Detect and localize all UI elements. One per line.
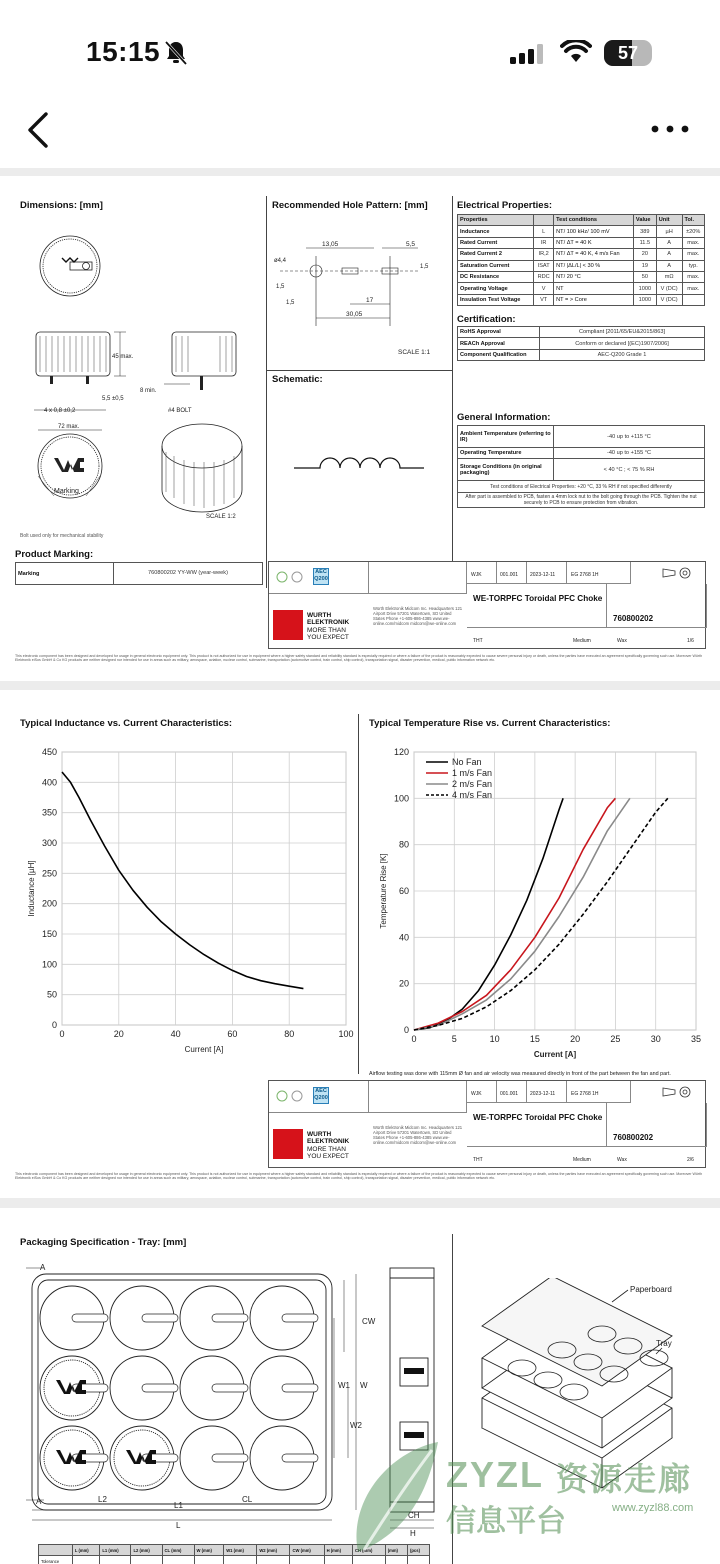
hole-pattern-drawing <box>270 216 450 366</box>
table-header: Tol. <box>682 215 705 226</box>
x-tick-label: 10 <box>489 1034 500 1044</box>
table-cell: Conform or declared [(EC)1907/2006] <box>540 338 705 349</box>
dim-pitch-label: 5,5 ±0,5 <box>102 396 124 402</box>
table-header: Test conditions <box>554 215 634 226</box>
table-cell: 20 <box>633 249 656 260</box>
table-cell: Rated Current 2 <box>458 249 534 260</box>
company-line2: ELEKTRONIK <box>307 619 350 626</box>
table-header: (mm) <box>385 1545 407 1556</box>
order-code: 760800202 <box>613 614 654 623</box>
y-tick-label: 100 <box>393 793 409 804</box>
company-address: Würth Elektronik Midcom Inc. Headquarters 121 Airport Drive 57201 Watertown, SD United States Phone +1-605-886-4385 www.we-online.com/midcom midcom@we-online.com <box>373 606 463 626</box>
divider <box>452 196 453 588</box>
blank-cell <box>369 562 467 594</box>
electrical-properties-table <box>457 214 705 306</box>
table-cell: Compliant [2011/65/EU&2015/863] <box>540 327 705 338</box>
table-cell: max. <box>682 237 705 248</box>
table-row <box>458 448 705 459</box>
y-tick-label: 350 <box>41 807 57 818</box>
status-bar <box>0 0 720 100</box>
table-cell: 11.5 <box>633 237 656 248</box>
hole-dim-h: 30,05 <box>346 311 363 318</box>
table-cell: typ. <box>682 260 705 271</box>
y-tick-label: 200 <box>41 898 57 909</box>
size-value: EG 2768 1H <box>571 572 599 578</box>
rohs-icons <box>275 1089 305 1105</box>
datasheet-page-2 <box>0 690 720 1198</box>
temperature-chart-title: Typical Temperature Rise vs. Current Characteristics: <box>369 718 611 729</box>
table-cell: NT/ ΔT = 40 K <box>554 237 634 248</box>
x-tick-label: 35 <box>690 1034 702 1044</box>
bolt-note: Bolt used only for mechanical stability <box>20 533 104 539</box>
slogan-line1: MORE THAN <box>307 627 346 634</box>
we-logo-icon <box>273 1129 303 1159</box>
slogan <box>307 627 349 641</box>
table-cell: NT = > Core <box>554 294 634 305</box>
x-tick-label: 100 <box>338 1029 354 1039</box>
company-address: Würth Elektronik Midcom Inc. Headquarters 121 Airport Drive 57201 Watertown, SD United States Phone +1-605-886-4385 www.we-online.com/midcom midcom@we-online.com <box>373 1125 463 1145</box>
battery-icon <box>604 40 652 66</box>
table-cell: A <box>656 237 682 248</box>
table-cell: Operating Temperature <box>458 448 554 459</box>
table-cell: max. <box>682 283 705 294</box>
x-axis-label: Current [A] <box>533 1050 577 1059</box>
dim-ch: CH <box>408 1511 420 1520</box>
x-tick-label: 80 <box>284 1029 295 1039</box>
plot-area <box>62 752 346 1025</box>
table-row <box>458 426 705 448</box>
x-tick-label: 30 <box>650 1034 661 1044</box>
table-header: CL (mm) <box>162 1545 194 1556</box>
y-tick-label: 150 <box>41 929 57 939</box>
watermark-text-1: ZYZL <box>446 1454 544 1495</box>
company-line2: ELEKTRONIK <box>307 1138 350 1145</box>
table-header: (pcs) <box>407 1545 429 1556</box>
table-header: CW (mm) <box>290 1545 324 1556</box>
company-line1: WURTH <box>307 612 332 619</box>
table-cell: Tolerance <box>39 1556 73 1564</box>
table-cell: V (DC) <box>656 283 682 294</box>
date-value: 2023-12-11 <box>530 572 556 578</box>
table-cell: 389 <box>633 226 656 237</box>
table-header: L (mm) <box>72 1545 100 1556</box>
marking-text: Marking <box>54 488 79 495</box>
hole-dim-b: 5,5 <box>406 241 416 248</box>
x-tick-label: 0 <box>411 1034 417 1044</box>
table-cell: -40 up to +115 °C <box>554 426 705 448</box>
y-tick-label: 60 <box>398 886 409 896</box>
table-row <box>16 563 263 585</box>
table-header: Properties <box>458 215 534 226</box>
table-cell: Marking <box>16 563 114 585</box>
dim-w1: W1 <box>338 1381 350 1390</box>
table-cell: max. <box>682 271 705 282</box>
rev-value: 001.001 <box>500 572 519 578</box>
blank-cell <box>369 1081 467 1113</box>
table-row <box>458 226 705 237</box>
product-marking-table <box>15 562 263 585</box>
table-cell: RoHS Approval <box>458 327 540 338</box>
sheet-type: THT <box>473 638 483 644</box>
table-cell: NT/ |ΔL/L| < 30 % <box>554 260 634 271</box>
dim-l: L <box>176 1521 181 1530</box>
table-row <box>458 481 705 492</box>
general-information-title: General Information: <box>457 412 551 423</box>
inductance-chart-title: Typical Inductance vs. Current Characteristics: <box>20 718 233 729</box>
table-cell: 19 <box>633 260 656 271</box>
table-cell: NT <box>554 283 634 294</box>
table-cell: ±20% <box>682 226 705 237</box>
table-header: H (mm) <box>324 1545 352 1556</box>
company-name <box>307 1131 349 1145</box>
table-cell: IR <box>534 237 554 248</box>
company-line1: WURTH <box>307 1131 332 1138</box>
table-cell: Ambient Temperature (referring to IR) <box>458 426 554 448</box>
checked-value: WJK <box>471 1091 482 1097</box>
temperature-rise-chart <box>360 734 716 1064</box>
battery-percent: 57 <box>617 43 639 63</box>
dim-pin-length-label: 8 min. <box>140 388 157 394</box>
table-cell: max. <box>682 249 705 260</box>
divider <box>358 714 359 1074</box>
electrical-properties-title: Electrical Properties: <box>457 200 553 211</box>
table-cell: Insulation Test Voltage <box>458 294 534 305</box>
dim-pins-label: 4 x 0,8 ±0,2 <box>44 408 76 414</box>
watermark-url: www.zyzl88.com <box>612 1502 694 1514</box>
table-cell: mΩ <box>656 271 682 282</box>
schematic-title: Schematic: <box>272 374 323 385</box>
y-axis-label: Inductance [µH] <box>27 860 36 917</box>
slogan-line2: YOU EXPECT <box>307 1153 349 1160</box>
x-tick-label: 20 <box>113 1029 124 1039</box>
disclaimer-footer: This electronic component has been designed and developed for usage in general electronic equipment only. This product is not authorized for use in equipment where a higher safety standard and reliability standard is especially required or where a failure of the product is reasonably expected to cause severe personal injury or death, unless the parties have executed an agreement specifically governing such use. Moreover Würth Elektronik eiSos GmbH & Co KG products are neither designed nor intended for use in areas such as military, aerospace, aviation, nuclear control, submarine, transportation (automotive control, train control, ship control), transportation signal, disaster prevention, medical, public information network etc. <box>15 1172 703 1181</box>
sheet-number: 2/6 <box>687 1157 694 1163</box>
dim-cw: CW <box>362 1317 376 1326</box>
table-cell: Test conditions of Electrical Properties: +20 °C, 33 % RH if not specified differently <box>458 481 705 492</box>
dim-height-label: 45 max. <box>112 354 134 360</box>
table-row <box>458 327 705 338</box>
hole-scale: SCALE 1:1 <box>398 349 431 356</box>
y-tick-label: 450 <box>41 747 57 757</box>
y-tick-label: 0 <box>403 1025 409 1035</box>
aec-badge: AEC Q200 <box>313 568 329 585</box>
checked-value: WJK <box>471 572 482 578</box>
paperboard-label: Paperboard <box>630 1285 672 1294</box>
rev-value: 001.001 <box>500 1091 519 1097</box>
slogan-line2: YOU EXPECT <box>307 634 349 641</box>
table-cell: NT/ ΔT = 40 K, 4 m/s Fan <box>554 249 634 260</box>
hole-dim-c: ø4,4 <box>274 258 287 264</box>
table-cell: Inductance <box>458 226 534 237</box>
table-cell: -40 up to +155 °C <box>554 448 705 459</box>
y-tick-label: 400 <box>41 777 57 788</box>
table-cell: V (DC) <box>656 294 682 305</box>
y-tick-label: 80 <box>398 839 409 850</box>
product-description: WE-TORPFC Toroidal PFC Choke <box>473 594 603 603</box>
table-header: W1 (mm) <box>224 1545 257 1556</box>
table-row <box>458 459 705 481</box>
x-tick-label: 0 <box>59 1029 65 1039</box>
size-value: EG 2768 1H <box>571 1091 599 1097</box>
legend-label: 4 m/s Fan <box>452 790 493 800</box>
cellular-signal-icon <box>510 44 544 64</box>
table-cell: ISAT <box>534 260 554 271</box>
hole-dim-a: 13,05 <box>322 241 339 248</box>
title-block <box>268 1080 706 1168</box>
x-axis-label: Current [A] <box>184 1045 224 1054</box>
y-tick-label: 50 <box>46 989 57 1000</box>
dim-bolt-label: #4 BOLT <box>168 408 192 414</box>
y-axis-label: Temperature Rise [K] <box>379 853 388 929</box>
y-tick-label: 120 <box>393 747 409 757</box>
aec-badge: AEC Q200 <box>313 1087 329 1104</box>
mute-bell-icon <box>164 40 188 66</box>
table-cell: NT/ 20 °C <box>554 271 634 282</box>
order-code: 760800202 <box>613 1133 654 1142</box>
table-row <box>458 249 705 260</box>
table-row <box>458 271 705 282</box>
table-cell: Operating Voltage <box>458 283 534 294</box>
airflow-note: Airflow testing was done with 115mm Ø fan and air velocity was measured directly in front of the part between the fan and part. <box>369 1071 671 1077</box>
table-row <box>458 237 705 248</box>
divider <box>266 196 267 588</box>
table-cell: DC Resistance <box>458 271 534 282</box>
table-header: CH (mm) <box>352 1545 385 1556</box>
x-tick-label: 25 <box>610 1034 621 1044</box>
table-cell: µH <box>656 226 682 237</box>
sheet-number: 1/6 <box>687 638 694 644</box>
table-cell: V <box>534 283 554 294</box>
description-cell <box>467 1103 607 1147</box>
y-tick-label: 100 <box>41 959 57 970</box>
table-row <box>458 492 705 507</box>
more-options-icon[interactable] <box>650 124 690 134</box>
table-header: Value <box>633 215 656 226</box>
sheet-finish: Wax <box>617 1157 627 1163</box>
general-information-table <box>457 425 705 508</box>
section-label-a-top: A <box>40 1263 46 1272</box>
table-cell: Storage Conditions (in original packaging) <box>458 459 554 481</box>
dim-l1: L1 <box>174 1501 183 1510</box>
y-tick-label: 250 <box>41 868 57 879</box>
navigation-bar <box>0 100 720 168</box>
rohs-icons <box>275 570 305 586</box>
projection-symbol-icon <box>661 1085 695 1099</box>
sheet-size: Medium <box>573 638 591 644</box>
table-row <box>458 294 705 305</box>
inductance-chart <box>0 734 356 1064</box>
slogan-line1: MORE THAN <box>307 1146 346 1153</box>
x-tick-label: 15 <box>529 1034 540 1044</box>
certification-table <box>457 326 705 361</box>
x-tick-label: 5 <box>451 1034 457 1044</box>
table-header-row <box>458 215 705 226</box>
table-cell: Saturation Current <box>458 260 534 271</box>
table-header <box>534 215 554 226</box>
y-tick-label: 20 <box>398 978 409 989</box>
dimensions-title: Dimensions: [mm] <box>20 200 103 211</box>
clock: 15:15 <box>86 36 161 67</box>
table-cell: NT/ 100 kHz/ 100 mV <box>554 226 634 237</box>
table-cell: After part is assembled to PCB, fasten a 4mm lock nut to the bolt going through the PCB. Tighten the nut securely to PCB to ensure protection from vibration. <box>458 492 705 507</box>
hole-dim-g: 17 <box>366 297 374 304</box>
description-cell <box>467 584 607 628</box>
table-cell <box>682 294 705 305</box>
table-row <box>458 338 705 349</box>
table-cell: 760800202 YY-WW (year-week) <box>114 563 263 585</box>
projection-symbol-icon <box>661 566 695 580</box>
slogan <box>307 1146 349 1160</box>
table-cell: AEC-Q200 Grade 1 <box>540 349 705 360</box>
sheet-finish: Wax <box>617 638 627 644</box>
sheet-size: Medium <box>573 1157 591 1163</box>
hole-dim-f: 1,5 <box>420 264 429 270</box>
dim-w2: W2 <box>350 1421 362 1430</box>
section-label-a-bottom: A <box>36 1497 42 1506</box>
table-cell: VT <box>534 294 554 305</box>
table-row <box>458 260 705 271</box>
table-row <box>458 283 705 294</box>
divider <box>266 370 452 371</box>
table-cell: REACh Approval <box>458 338 540 349</box>
dim-l2: L2 <box>98 1495 107 1504</box>
hole-dim-d: 1,5 <box>276 284 285 290</box>
disclaimer-footer: This electronic component has been designed and developed for usage in general electronic equipment only. This product is not authorized for use in equipment where a higher safety standard and reliability standard is especially required or where a failure of the product is reasonably expected to cause severe personal injury or death, unless the parties have executed an agreement specifically governing such use. Moreover Würth Elektronik eiSos GmbH & Co KG products are neither designed nor intended for use in areas such as military, aerospace, aviation, nuclear control, submarine, transportation (automotive control, train control, ship control), transportation signal, disaster prevention, medical, public information network etc. <box>15 654 703 663</box>
table-cell: L <box>534 226 554 237</box>
hole-dim-e: 1,5 <box>286 300 295 306</box>
dim-cl: CL <box>242 1495 253 1504</box>
legend-label: No Fan <box>452 757 482 767</box>
table-header: W (mm) <box>194 1545 224 1556</box>
legend-label: 1 m/s Fan <box>452 768 493 778</box>
table-header <box>39 1545 73 1556</box>
wifi-icon <box>560 40 592 64</box>
table-header: Unit <box>656 215 682 226</box>
watermark-text-2: 资源走廊 <box>556 1461 693 1497</box>
table-row <box>458 349 705 360</box>
scale-label: SCALE 1:2 <box>206 514 236 520</box>
x-tick-label: 20 <box>570 1034 581 1044</box>
x-tick-label: 40 <box>170 1029 181 1039</box>
table-header: L1 (mm) <box>100 1545 131 1556</box>
certification-title: Certification: <box>457 314 516 325</box>
table-cell: 50 <box>633 271 656 282</box>
packaging-title: Packaging Specification - Tray: [mm] <box>20 1237 187 1248</box>
product-description: WE-TORPFC Toroidal PFC Choke <box>473 1113 603 1122</box>
table-cell: RDC <box>534 271 554 282</box>
legend-label: 2 m/s Fan <box>452 779 493 789</box>
company-name <box>307 612 349 626</box>
tray-label: Tray <box>656 1339 672 1348</box>
we-logo-icon <box>273 610 303 640</box>
table-header: L2 (mm) <box>131 1545 162 1556</box>
dim-w: W <box>360 1381 368 1390</box>
date-value: 2023-12-11 <box>530 1091 556 1097</box>
table-header: W2 (mm) <box>257 1545 290 1556</box>
table-cell: 1000 <box>633 294 656 305</box>
table-cell: Rated Current <box>458 237 534 248</box>
sheet-type: THT <box>473 1157 483 1163</box>
y-tick-label: 300 <box>41 838 57 848</box>
y-tick-label: 0 <box>51 1020 57 1030</box>
table-cell: < 40 °C ; < 75 % RH <box>554 459 705 481</box>
table-cell: Component Qualification <box>458 349 540 360</box>
x-tick-label: 60 <box>227 1029 238 1039</box>
table-cell: 1000 <box>633 283 656 294</box>
dim-h: H <box>410 1529 416 1538</box>
datasheet-page-1 <box>0 176 720 681</box>
dim-diameter-label: 72 max. <box>58 424 80 430</box>
dimension-drawing <box>14 216 264 536</box>
back-chevron-icon[interactable] <box>22 110 56 150</box>
title-block <box>268 561 706 649</box>
hole-pattern-title: Recommended Hole Pattern: [mm] <box>272 200 428 211</box>
table-cell: IR,2 <box>534 249 554 260</box>
product-marking-title: Product Marking: <box>15 549 94 560</box>
y-tick-label: 40 <box>398 932 409 943</box>
inductor-symbol <box>294 446 424 476</box>
watermark-text-3: 信息平台 <box>446 1505 566 1538</box>
table-cell: A <box>656 249 682 260</box>
table-cell: A <box>656 260 682 271</box>
